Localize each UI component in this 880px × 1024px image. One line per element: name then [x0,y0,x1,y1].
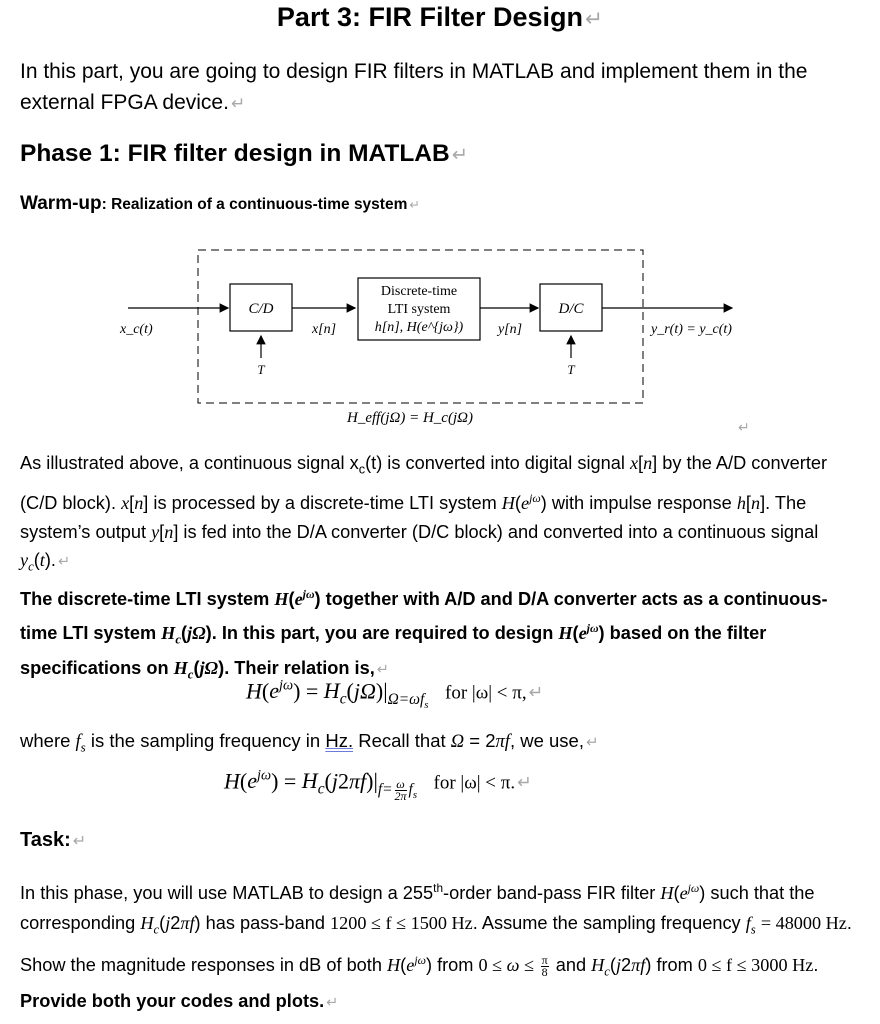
dt-line2: LTI system [387,302,451,317]
task-heading: Task: ↵ [20,829,87,851]
input-label: x_c(t) [120,322,153,337]
task-paragraph: In this phase, you will use MATLAB to design a 255th-order band-pass FIR filter $H(e^{j\omega})$ such that the corresponding $H_c(j2\pi f)$ has pass-band 1200 ≤ f ≤ 1500 Hz. Assume the sampling frequency $f_s = 48000$ Hz. Show the magnitude responses in dB of both $H(e^{j\omega})$ from 0 ≤ ω ≤ $\frac{\pi}{8}$ and $H_c(j2\pi f)$ from 0 ≤ f ≤ 3000 Hz. Provide both your codes and plots. ↵ [20,881,852,1012]
dc-label: D/C [558,301,584,317]
paragraph-2: The discrete-time LTI system $H(e^{j\omega})$ together with A/D and D/A converter acts as a continuous-time LTI system $H_c(j\Omega)$. In this part, you are required to design $H(e^{j\omega})$ based on the filter specifications on $H_c(j\Omega)$. Their relation is, ↵ [20,587,828,682]
cd-period: T [257,362,265,377]
paragraph-1: As illustrated above, a continuous signal $x_c(t)$ is converted into digital signal x[n] by the A/D converter (C/D block). x[n] is processed by a discrete-time LTI system $H(e^{j\omega})$ with impulse response h[n]. The system’s output y[n] is fed into the D/A converter (D/C block) and converted into a continuous signal $y_c(t)$. ↵ [20,453,828,574]
equation-2: $H(e^{j\omega}) = H_c(j2\pi f)|_{f= \frac{\omega}{2\pi} f_s}$ for |ω| < π. ↵ [224,768,532,803]
equation-1: $H(e^{j\omega}) = H_c(j\Omega)|_{\Omega=\omega f_s}$ for |ω| < π, ↵ [246,678,544,711]
dt-line3: h[n], H(e^{jω}) [374,320,464,335]
intro-paragraph: In this part, you are going to design FIR filters in MATLAB and implement them in the external FPGA device. ↵ [20,60,808,114]
xn-label: x[n] [311,322,337,337]
phase-heading: Phase 1: FIR filter design in MATLAB ↵ [20,140,469,167]
warmup-heading: Warm-up: Realization of a continuous-time system ↵ [20,193,420,214]
cd-label: C/D [248,301,274,317]
system-block-diagram [110,240,750,440]
output-label: y_r(t) = y_c(t) [651,322,732,337]
dt-line1: Discrete-time [380,284,458,299]
page-title: Part 3: FIR Filter Design↵ [276,2,604,32]
yn-label: y[n] [497,322,523,337]
paragraph-3: where $f_s$ is the sampling frequency in Hz. Recall that Ω = 2πf, we use, ↵ [20,730,599,755]
return-mark: ↵ [738,421,750,436]
heff-label: H_eff(jΩ) = H_c(jΩ) [347,410,473,426]
dc-period: T [567,362,575,377]
